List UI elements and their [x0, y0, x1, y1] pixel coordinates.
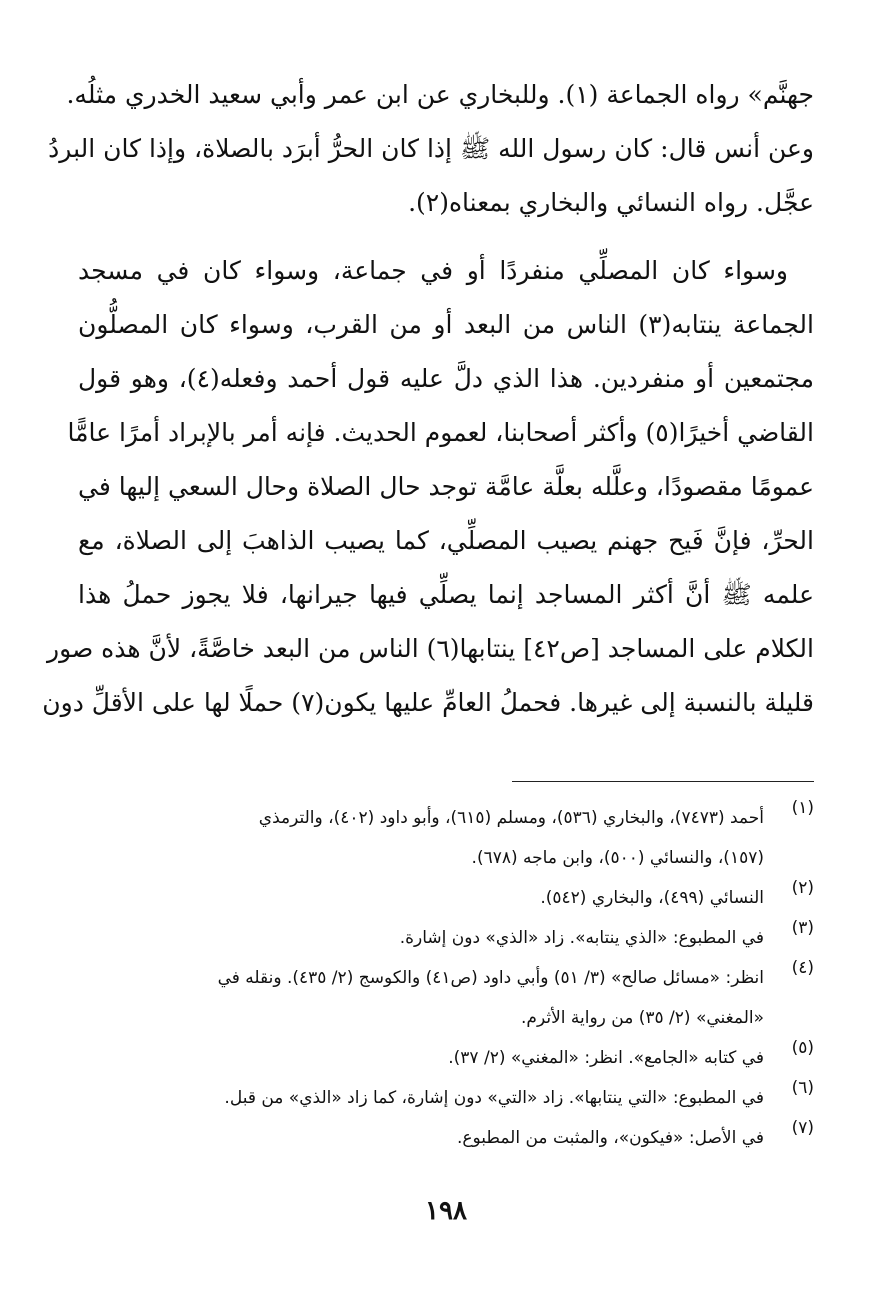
footnote-2 — [78, 878, 814, 918]
footnote-divider — [512, 781, 814, 782]
footnote-number: (٢) — [791, 878, 814, 898]
footnote-text: في الأصل: «فيكون»، والمثبت من المطبوع. — [456, 1128, 764, 1148]
footnote-4 — [78, 958, 814, 1038]
text-line: مجتمعين أو منفردين. هذا الذي دلَّ عليه قول أحمد وفعله(٤)، وهو قول — [78, 364, 814, 393]
text-line: وعن أنس قال: كان رسول الله ﷺ إذا كان الحرُّ أبرَد بالصلاة، وإذا كان البردُ — [48, 134, 814, 163]
footnote-text: انظر: «مسائل صالح» (٣/ ٥١) وأبي داود (ص٤١) والكوسج (٢/ ٤٣٥). ونقله في — [217, 968, 764, 988]
footnote-6 — [78, 1078, 814, 1118]
text-line: الجماعة ينتابه(٣) الناس من البعد أو من القرب، وسواء كان المصلُّون — [78, 310, 814, 339]
page-number: ١٩٨ — [425, 1196, 467, 1226]
text-line: جهنَّم» رواه الجماعة (١). وللبخاري عن ابن عمر وأبي سعيد الخدري مثلُه. — [66, 80, 814, 109]
footnote-text: أحمد (٧٤٧٣)، والبخاري (٥٣٦)، ومسلم (٦١٥)، وأبو داود (٤٠٢)، والترمذي — [258, 808, 764, 828]
text-line: علمه ﷺ أنَّ أكثر المساجد إنما يصلِّي فيها جيرانها، فلا يجوز حملُ هذا — [78, 580, 814, 609]
footnote-number: (٦) — [791, 1078, 814, 1098]
footnote-text: في المطبوع: «التي ينتابها». زاد «التي» دون إشارة، كما زاد «الذي» من قبل. — [224, 1088, 764, 1108]
text-line: وسواء كان المصلِّي منفردًا أو في جماعة، وسواء كان في مسجد — [78, 256, 788, 285]
footnote-text: «المغني» (٢/ ٣٥) من رواية الأثرم. — [521, 1008, 764, 1028]
footnotes — [78, 798, 814, 1158]
footnote-text: (١٥٧)، والنسائي (٥٠٠)، وابن ماجه (٦٧٨). — [471, 848, 764, 868]
footnote-1 — [78, 798, 814, 878]
text-line: القاضي أخيرًا(٥) وأكثر أصحابنا، لعموم الحديث. فإنه أمر بالإبراد أمرًا عامًّا — [67, 418, 814, 447]
footnote-3 — [78, 918, 814, 958]
text-line: عجَّل. رواه النسائي والبخاري بمعناه(٢). — [408, 188, 814, 217]
text-line: قليلة بالنسبة إلى غيرها. فحملُ العامِّ عليها يكون(٧) حملًا لها على الأقلِّ دون — [42, 688, 814, 717]
footnote-number: (١) — [791, 798, 814, 818]
footnote-text: في كتابه «الجامع». انظر: «المغني» (٢/ ٣٧). — [448, 1048, 764, 1068]
text-line: الكلام على المساجد [ص٤٢] ينتابها(٦) الناس من البعد خاصَّةً، لأنَّ هذه صور — [47, 634, 814, 663]
text-line: الحرِّ، فإنَّ فَيح جهنم يصيب المصلِّي، كما يصيب الذاهبَ إلى الصلاة، مع — [78, 526, 814, 555]
footnote-number: (٤) — [791, 958, 814, 978]
paragraph-2 — [42, 244, 814, 730]
footnote-text: النسائي (٤٩٩)، والبخاري (٥٤٢). — [540, 888, 764, 908]
footnote-number: (٥) — [791, 1038, 814, 1058]
paragraph-1 — [48, 68, 814, 230]
footnote-number: (٧) — [791, 1118, 814, 1138]
footnote-7 — [78, 1118, 814, 1158]
footnote-text: في المطبوع: «الذي ينتابه». زاد «الذي» دون إشارة. — [399, 928, 764, 948]
text-line: عمومًا مقصودًا، وعلَّله بعلَّة عامَّة توجد حال الصلاة وحال السعي إليها في — [78, 472, 814, 501]
footnote-5 — [78, 1038, 814, 1078]
footnote-number: (٣) — [791, 918, 814, 938]
